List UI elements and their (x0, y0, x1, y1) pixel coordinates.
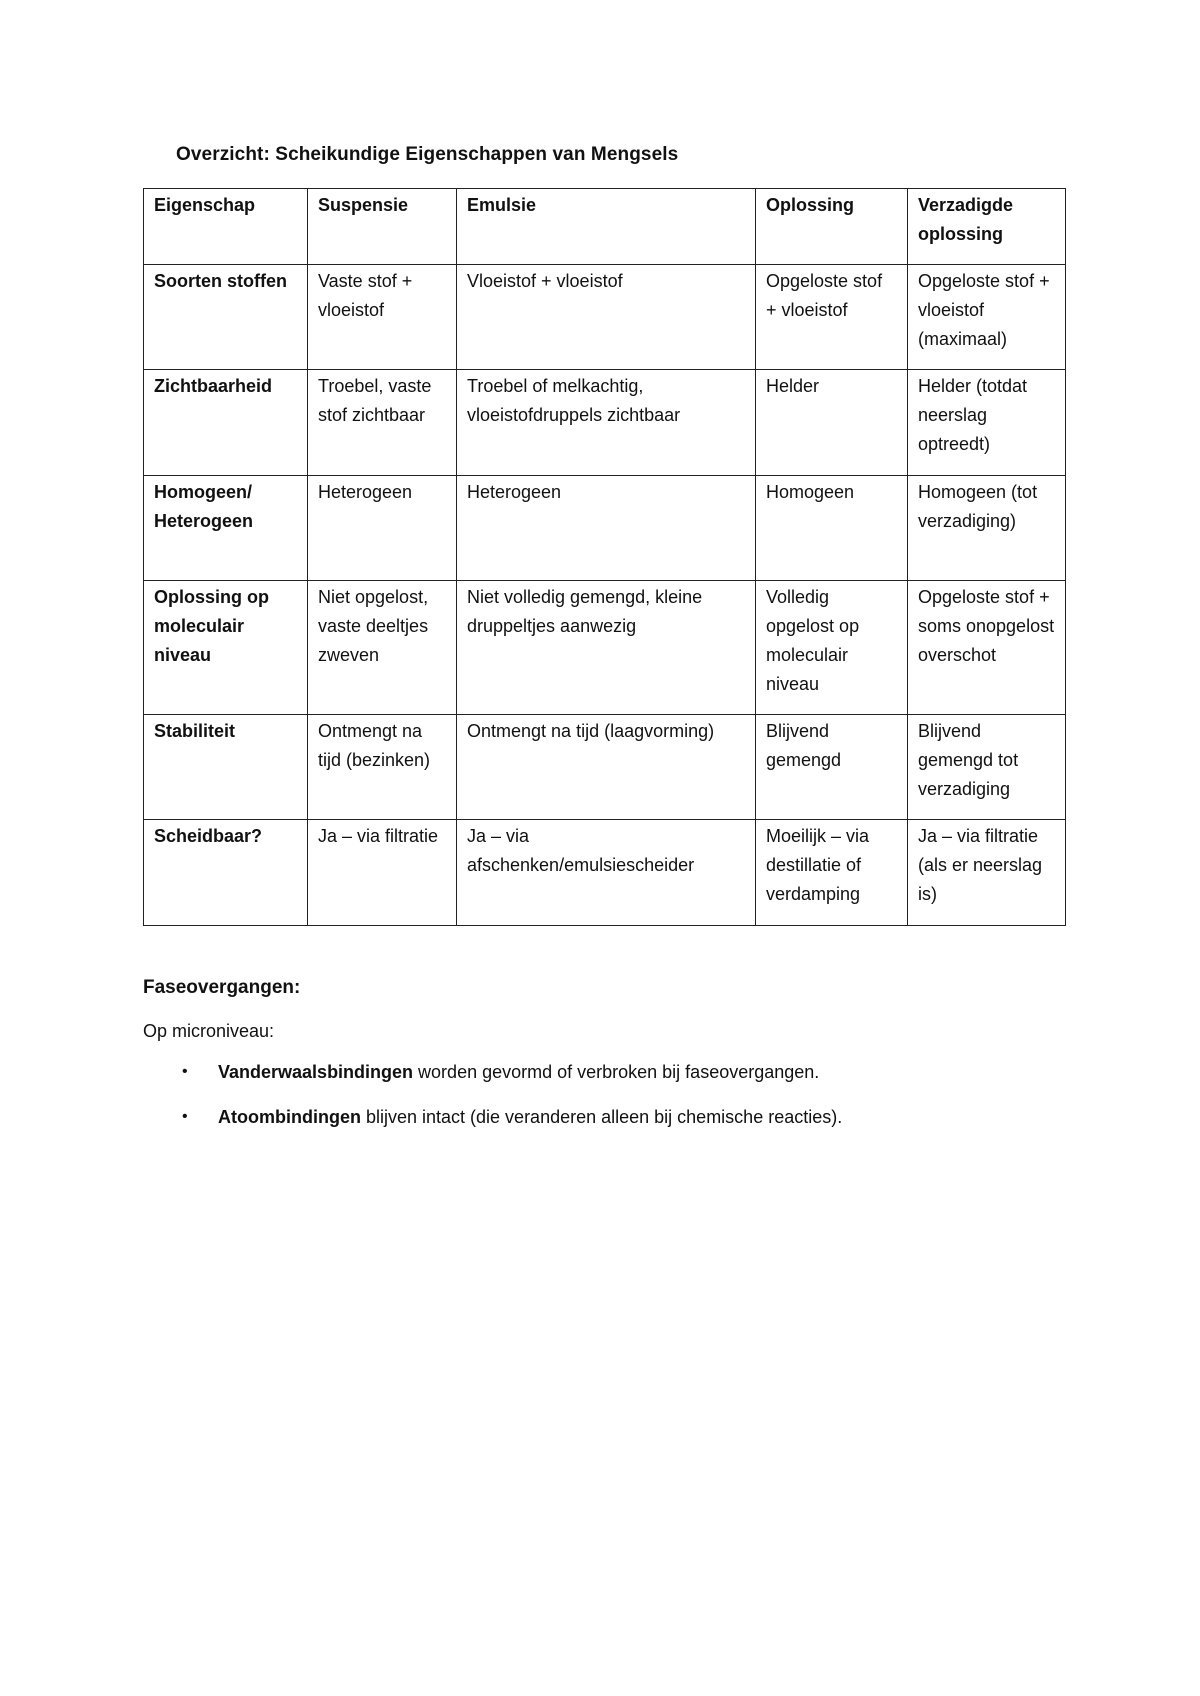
row-property-cell: Oplossing op moleculair niveau (144, 581, 308, 715)
table-cell: Opgeloste stof + vloeistof (maximaal) (908, 265, 1066, 370)
table-cell: Vaste stof + vloeistof (308, 265, 457, 370)
header-cell: Eigenschap (144, 189, 308, 265)
table-cell: Volledig opgelost op moleculair niveau (756, 581, 908, 715)
subheading: Op microniveau: (143, 1021, 275, 1041)
bullet-icon: • (182, 1063, 188, 1080)
table-cell: Niet opgelost, vaste deeltjes zweven (308, 581, 457, 715)
bullet-icon: • (182, 1108, 188, 1125)
bullet-term: Vanderwaalsbindingen (218, 1062, 414, 1082)
table-cell: Ja – via afschenken/emulsiescheider (457, 820, 756, 926)
header-cell: Verzadigde oplossing (908, 189, 1066, 265)
table-cell: Opgeloste stof + vloeistof (756, 265, 908, 370)
table-cell: Homogeen (tot verzadiging) (908, 476, 1066, 581)
document-title: Overzicht: Scheikundige Eigenschappen van Mengsels (176, 144, 679, 165)
table-row (144, 715, 1066, 820)
list-item (176, 1103, 1076, 1148)
table-cell: Ja – via filtratie (als er neerslag is) (908, 820, 1066, 926)
table-cell: Blijvend gemengd (756, 715, 908, 820)
mixture-properties-table (143, 188, 1066, 926)
row-property-cell: Soorten stoffen (144, 265, 308, 370)
table-cell: Ontmengt na tijd (bezinken) (308, 715, 457, 820)
table-header-row (144, 189, 1066, 265)
row-property-cell: Zichtbaarheid (144, 370, 308, 476)
bullet-text: blijven intact (die veranderen alleen bij chemische reacties). (360, 1107, 843, 1127)
table-cell: Heterogeen (308, 476, 457, 581)
header-cell: Oplossing (756, 189, 908, 265)
table-cell: Vloeistof + vloeistof (457, 265, 756, 370)
bullet-list (176, 1058, 1076, 1148)
table-row (144, 476, 1066, 581)
table-cell: Ja – via filtratie (308, 820, 457, 926)
row-property-cell: Scheidbaar? (144, 820, 308, 926)
table-cell: Opgeloste stof + soms onopgelost overschot (908, 581, 1066, 715)
table-row (144, 265, 1066, 370)
table-cell: Helder (756, 370, 908, 476)
table-cell: Troebel of melkachtig, vloeistofdruppels zichtbaar (457, 370, 756, 476)
table-cell: Moeilijk – via destillatie of verdamping (756, 820, 908, 926)
list-item (176, 1058, 1076, 1103)
table-cell: Troebel, vaste stof zichtbaar (308, 370, 457, 476)
table-row (144, 820, 1066, 926)
header-cell: Suspensie (308, 189, 457, 265)
table-cell: Helder (totdat neerslag optreedt) (908, 370, 1066, 476)
table-cell: Homogeen (756, 476, 908, 581)
table-cell: Niet volledig gemengd, kleine druppeltjes aanwezig (457, 581, 756, 715)
table-cell: Heterogeen (457, 476, 756, 581)
bullet-text: worden gevormd of verbroken bij faseovergangen. (413, 1062, 820, 1082)
row-property-cell: Stabiliteit (144, 715, 308, 820)
table-cell: Blijvend gemengd tot verzadiging (908, 715, 1066, 820)
table-row (144, 581, 1066, 715)
section-heading: Faseovergangen: (143, 977, 301, 998)
header-cell: Emulsie (457, 189, 756, 265)
row-property-cell: Homogeen/ Heterogeen (144, 476, 308, 581)
table-cell: Ontmengt na tijd (laagvorming) (457, 715, 756, 820)
bullet-term: Atoombindingen (218, 1107, 361, 1127)
table-row (144, 370, 1066, 476)
